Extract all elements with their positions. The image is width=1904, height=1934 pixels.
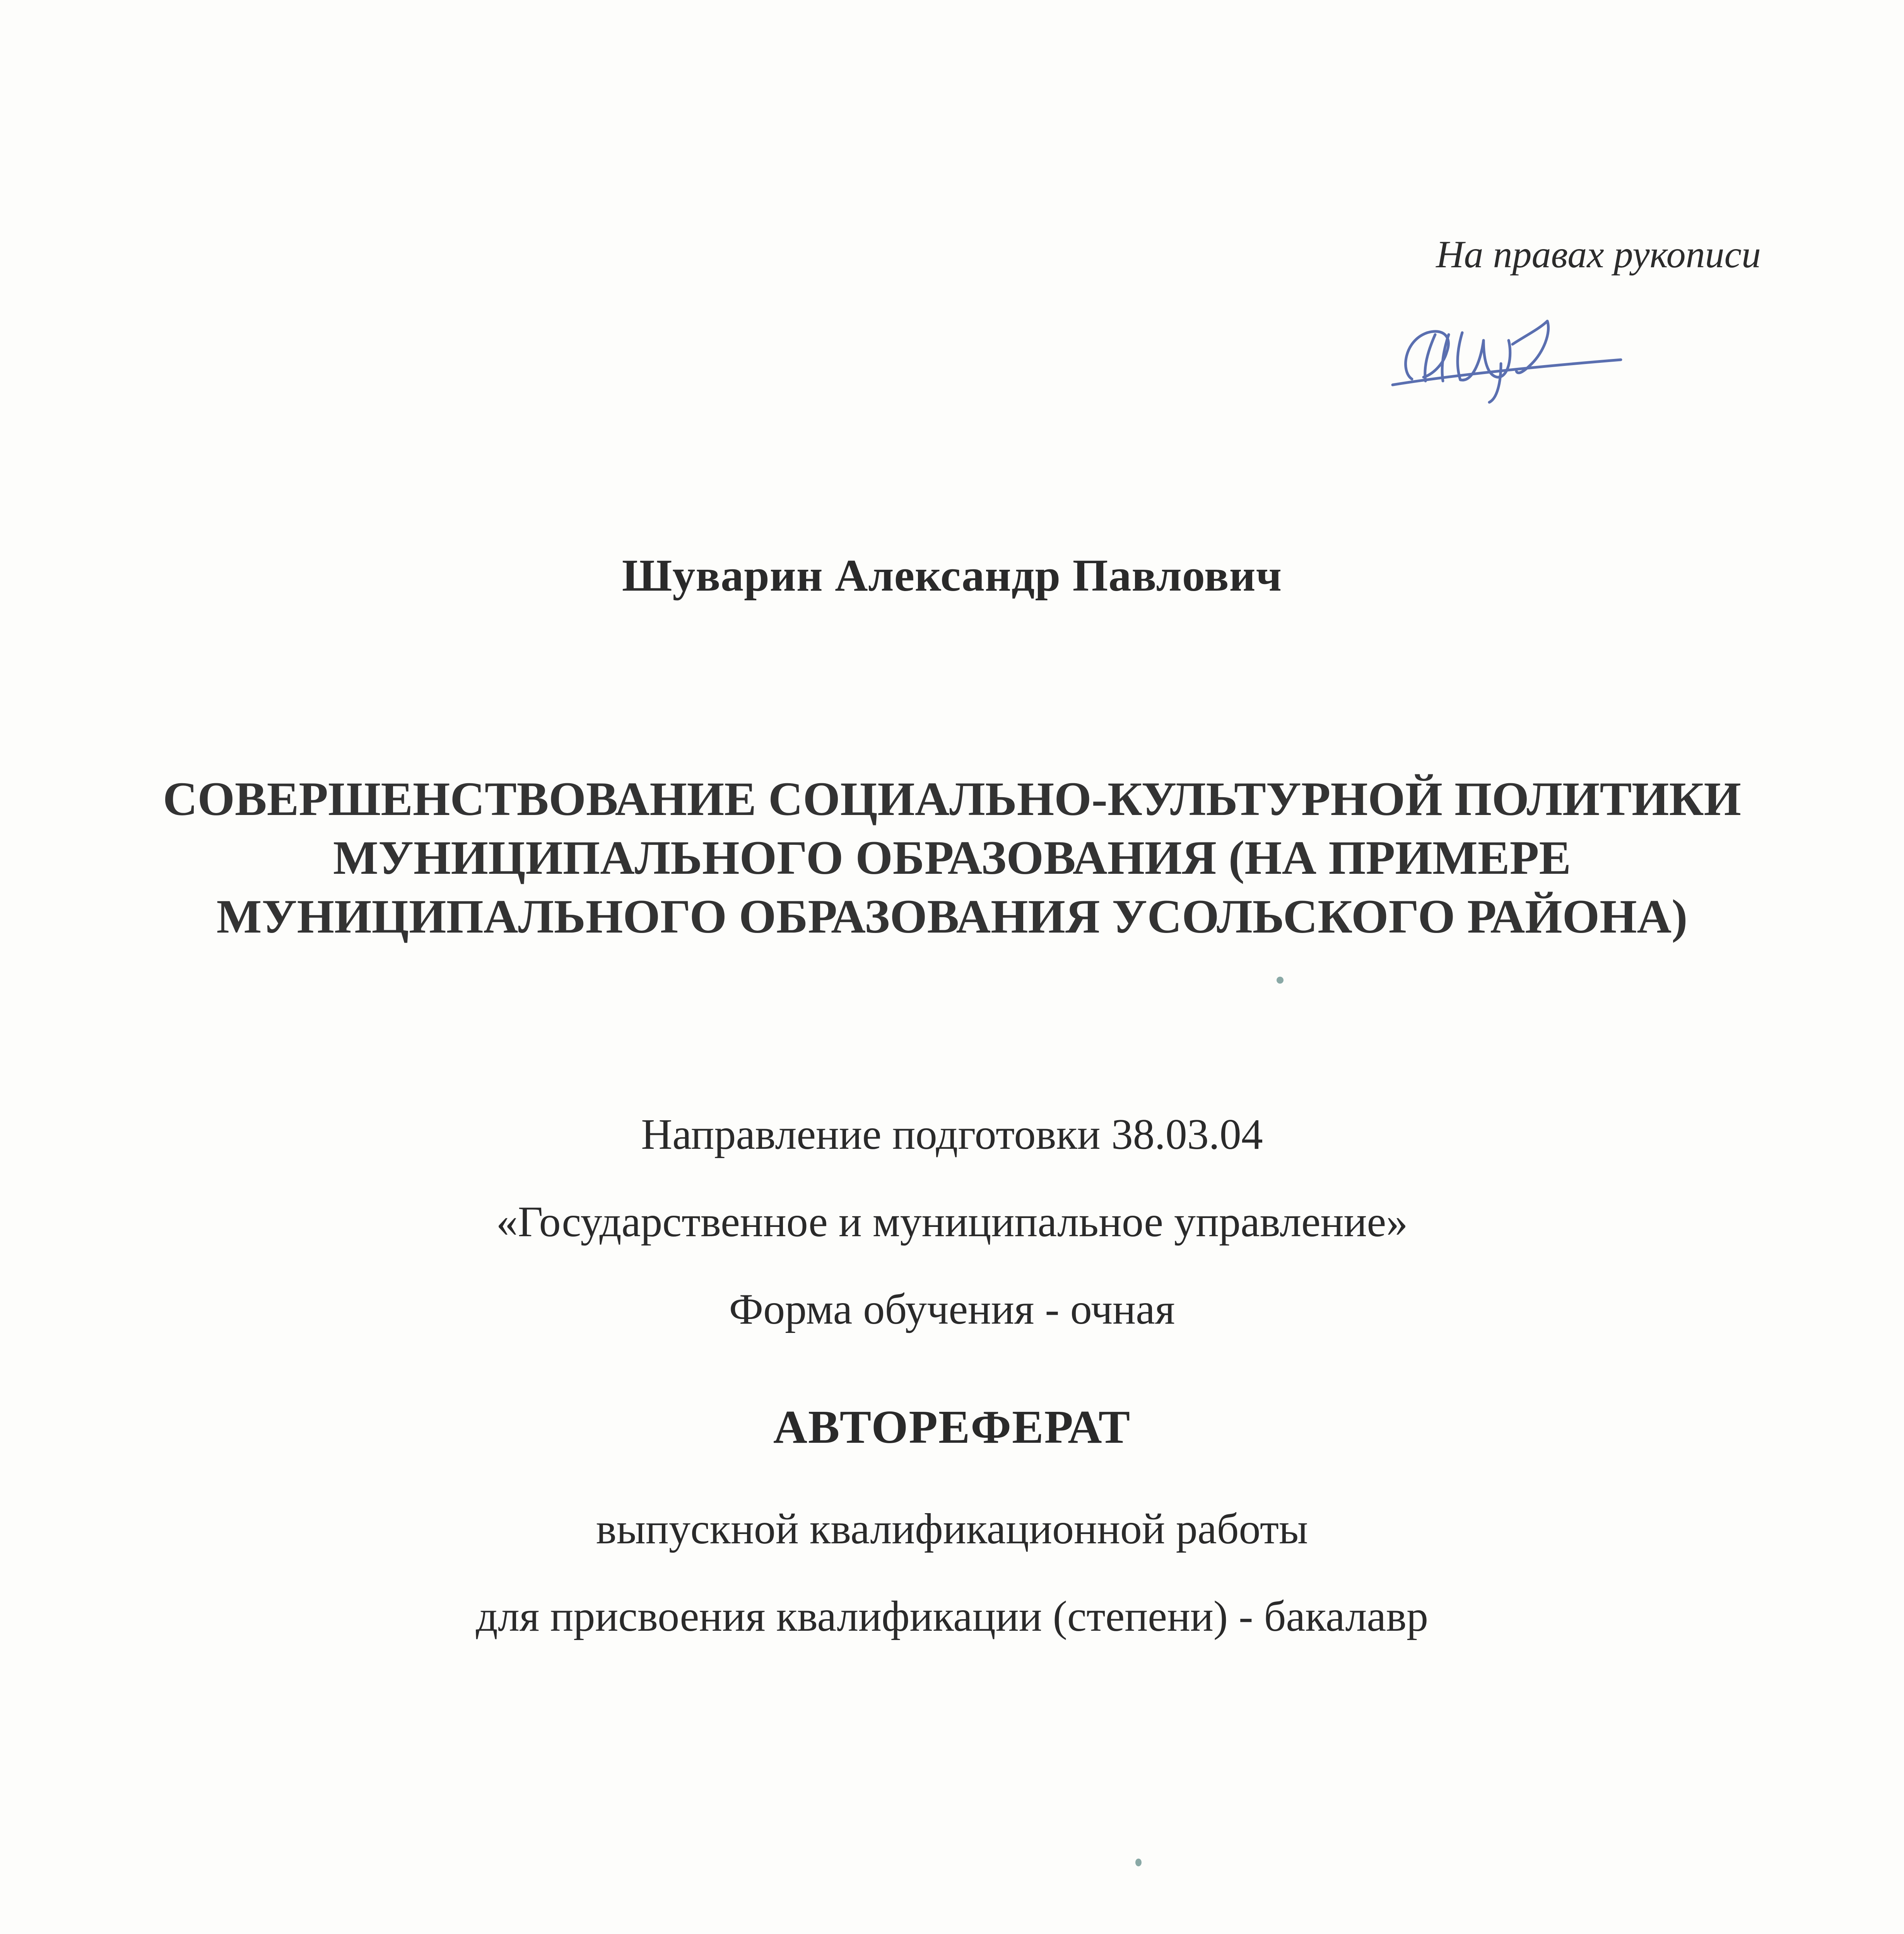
scan-speck <box>1277 977 1284 984</box>
author-signature <box>1385 298 1632 414</box>
title-line: МУНИЦИПАЛЬНОГО ОБРАЗОВАНИЯ УСОЛЬСКОГО РАЙОНА) <box>216 890 1688 943</box>
program-info <box>0 1091 1904 1353</box>
title-line: СОВЕРШЕНСТВОВАНИЕ СОЦИАЛЬНО-КУЛЬТУРНОЙ ПОЛИТИКИ <box>162 772 1741 825</box>
purpose-line: для присвоения квалификации (степени) - бакалавр <box>475 1592 1429 1640</box>
title-line: МУНИЦИПАЛЬНОГО ОБРАЗОВАНИЯ (НА ПРИМЕРЕ <box>333 831 1571 884</box>
document-purpose <box>0 1485 1904 1660</box>
specialty-line: «Государственное и муниципальное управление» <box>496 1198 1408 1246</box>
purpose-line: выпускной квалификационной работы <box>596 1505 1308 1553</box>
direction-line: Направление подготовки 38.03.04 <box>641 1111 1263 1158</box>
study-form-line: Форма обучения - очная <box>729 1285 1175 1333</box>
thesis-title <box>0 770 1904 946</box>
manuscript-note: На правах рукописи <box>1436 233 1761 276</box>
document-type: АВТОРЕФЕРАТ <box>773 1401 1131 1453</box>
author-name: Шуварин Александр Павлович <box>622 550 1282 601</box>
scan-speck <box>1135 1859 1142 1866</box>
